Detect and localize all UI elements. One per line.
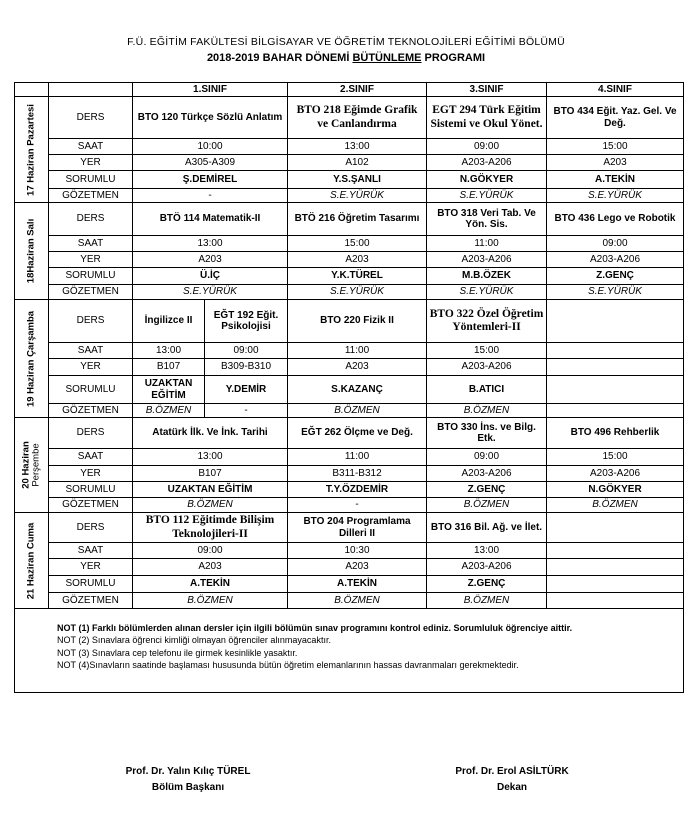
table-row <box>15 171 684 189</box>
proctor-cell: B.ÖZMEN <box>427 404 547 418</box>
col-header-2: 2.SINIF <box>288 83 427 97</box>
time-cell: 13:00 <box>133 449 288 466</box>
program-title: 2018-2019 BAHAR DÖNEMİ BÜTÜNLEME PROGRAMI <box>206 52 486 64</box>
proctor-cell: S.E.YÜRÜK <box>288 189 427 203</box>
table-row <box>15 236 684 252</box>
table-row <box>15 203 684 236</box>
day-label: 21 Haziran Cuma <box>15 513 49 609</box>
time-cell: 11:00 <box>427 236 547 252</box>
proctor-cell: - <box>133 189 288 203</box>
responsible-cell: M.B.ÖZEK <box>427 268 547 285</box>
proctor-cell: - <box>205 404 288 418</box>
time-cell: 15:00 <box>427 343 547 359</box>
room-cell: A203-A206 <box>427 466 547 482</box>
note-2: NOT (2) Sınavlara öğrenci kimliği olmayan öğrenciler alınmayacaktır. <box>57 635 331 646</box>
note-4: NOT (4)Sınavların saatinde başlaması hususunda bütün öğretim elemanlarının hassas davranmaları gerekmektedir. <box>57 660 519 671</box>
time-cell: 13:00 <box>133 236 288 252</box>
table-row <box>15 543 684 559</box>
column-header-row <box>15 83 684 97</box>
row-label-saat: SAAT <box>49 543 133 559</box>
table-row <box>15 498 684 513</box>
proctor-cell: S.E.YÜRÜK <box>427 189 547 203</box>
room-cell: A305-A309 <box>133 155 288 171</box>
table-row <box>15 268 684 285</box>
proctor-cell: B.ÖZMEN <box>133 498 288 513</box>
table-row <box>15 404 684 418</box>
responsible-cell: A.TEKİN <box>288 576 427 593</box>
room-cell: A102 <box>288 155 427 171</box>
course-cell: BTO 330 İns. ve Bilg. Etk. <box>427 418 547 449</box>
row-label-saat: SAAT <box>49 343 133 359</box>
responsible-cell: A.TEKİN <box>133 576 288 593</box>
time-cell: 09:00 <box>205 343 288 359</box>
proctor-cell: B.ÖZMEN <box>547 498 684 513</box>
row-label-sorumlu: SORUMLU <box>49 576 133 593</box>
table-row <box>15 139 684 155</box>
proctor-cell: S.E.YÜRÜK <box>427 285 547 300</box>
signature-name: Prof. Dr. Yalın Kılıç TÜREL <box>125 766 251 777</box>
time-cell: 09:00 <box>133 543 288 559</box>
notes-row <box>15 609 684 693</box>
course-cell: BTÖ 114 Matematik-II <box>133 203 288 236</box>
responsible-cell: S.KAZANÇ <box>288 376 427 404</box>
proctor-cell: S.E.YÜRÜK <box>547 189 684 203</box>
responsible-cell: T.Y.ÖZDEMİR <box>288 482 427 498</box>
signature-title: Bölüm Başkanı <box>151 782 225 793</box>
row-label-saat: SAAT <box>49 449 133 466</box>
row-label-gozetmen: GÖZETMEN <box>49 404 133 418</box>
room-cell: B107 <box>133 466 288 482</box>
proctor-cell: - <box>288 498 427 513</box>
row-label-sorumlu: SORUMLU <box>49 376 133 404</box>
room-cell: A203 <box>133 252 288 268</box>
course-cell: BTO 218 Eğimde Grafik ve Canlandırma <box>288 97 427 139</box>
room-cell: A203 <box>547 155 684 171</box>
col-header-3: 3.SINIF <box>427 83 547 97</box>
time-cell: 11:00 <box>288 449 427 466</box>
course-cell: EGT 294 Türk Eğitim Sistemi ve Okul Yönet. <box>427 97 547 139</box>
proctor-cell: S.E.YÜRÜK <box>288 285 427 300</box>
course-cell: İngilizce II <box>133 300 205 343</box>
responsible-cell <box>547 376 684 404</box>
table-row <box>15 359 684 376</box>
proctor-cell: B.ÖZMEN <box>427 593 547 609</box>
proctor-cell <box>547 404 684 418</box>
responsible-cell: Z.GENÇ <box>547 268 684 285</box>
table-row <box>15 466 684 482</box>
row-label-yer: YER <box>49 155 133 171</box>
responsible-cell: N.GÖKYER <box>547 482 684 498</box>
table-row <box>15 155 684 171</box>
responsible-cell: Y.S.ŞANLI <box>288 171 427 189</box>
day-label: 17 Haziran Pazartesi <box>15 97 49 203</box>
day-label: 20 Haziran Perşembe <box>15 418 49 513</box>
proctor-cell: B.ÖZMEN <box>133 593 288 609</box>
proctor-cell: S.E.YÜRÜK <box>133 285 288 300</box>
row-label-ders: DERS <box>49 97 133 139</box>
table-row <box>15 418 684 449</box>
row-label-ders: DERS <box>49 513 133 543</box>
table-row <box>15 189 684 203</box>
responsible-cell: B.ATICI <box>427 376 547 404</box>
table-row <box>15 559 684 576</box>
responsible-cell: Y.K.TÜREL <box>288 268 427 285</box>
time-cell: 15:00 <box>547 449 684 466</box>
table-row <box>15 449 684 466</box>
table-row <box>15 593 684 609</box>
col-header-4: 4.SINIF <box>547 83 684 97</box>
time-cell: 11:00 <box>288 343 427 359</box>
course-cell: EĞT 192 Eğit. Psikolojisi <box>205 300 288 343</box>
table-row <box>15 285 684 300</box>
room-cell: B311-B312 <box>288 466 427 482</box>
table-row <box>15 576 684 593</box>
responsible-cell: Ş.DEMİREL <box>133 171 288 189</box>
course-cell: Atatürk İlk. Ve İnk. Tarihi <box>133 418 288 449</box>
row-label-saat: SAAT <box>49 236 133 252</box>
course-cell: BTO 436 Lego ve Robotik <box>547 203 684 236</box>
table-row <box>15 252 684 268</box>
course-cell: BTO 434 Eğit. Yaz. Gel. Ve Değ. <box>547 97 684 139</box>
time-cell <box>547 343 684 359</box>
room-cell: B107 <box>133 359 205 376</box>
room-cell <box>547 359 684 376</box>
course-cell: BTO 496 Rehberlik <box>547 418 684 449</box>
course-cell <box>547 513 684 543</box>
time-cell <box>547 543 684 559</box>
course-cell <box>547 300 684 343</box>
time-cell: 10:30 <box>288 543 427 559</box>
row-label-gozetmen: GÖZETMEN <box>49 189 133 203</box>
course-cell: BTO 220 Fizik II <box>288 300 427 343</box>
responsible-cell: N.GÖKYER <box>427 171 547 189</box>
room-cell: B309-B310 <box>205 359 288 376</box>
time-cell: 15:00 <box>288 236 427 252</box>
row-label-yer: YER <box>49 252 133 268</box>
responsible-cell <box>547 576 684 593</box>
row-label-sorumlu: SORUMLU <box>49 482 133 498</box>
course-cell: BTO 316 Bil. Ağ. ve İlet. <box>427 513 547 543</box>
responsible-cell: UZAKTAN EĞİTİM <box>133 482 288 498</box>
course-cell: BTO 120 Türkçe Sözlü Anlatım <box>133 97 288 139</box>
signature-title: Dekan <box>496 782 527 793</box>
responsible-cell: Z.GENÇ <box>427 482 547 498</box>
room-cell: A203-A206 <box>547 252 684 268</box>
responsible-cell: A.TEKİN <box>547 171 684 189</box>
room-cell: A203 <box>288 359 427 376</box>
time-cell: 13:00 <box>427 543 547 559</box>
proctor-cell: S.E.YÜRÜK <box>547 285 684 300</box>
table-row <box>15 513 684 543</box>
room-cell: A203 <box>288 252 427 268</box>
row-label-gozetmen: GÖZETMEN <box>49 593 133 609</box>
exam-schedule-table <box>14 82 684 693</box>
time-cell: 10:00 <box>133 139 288 155</box>
row-label-yer: YER <box>49 359 133 376</box>
row-label-yer: YER <box>49 559 133 576</box>
room-cell: A203-A206 <box>427 359 547 376</box>
day-label: 19 Haziran Çarşamba <box>15 300 49 418</box>
table-row <box>15 300 684 343</box>
course-cell: EĞT 262 Ölçme ve Değ. <box>288 418 427 449</box>
room-cell: A203 <box>288 559 427 576</box>
col-header-1: 1.SINIF <box>133 83 288 97</box>
room-cell: A203-A206 <box>427 252 547 268</box>
row-label-ders: DERS <box>49 203 133 236</box>
row-label-sorumlu: SORUMLU <box>49 171 133 189</box>
signature-name: Prof. Dr. Erol ASİLTÜRK <box>455 766 569 777</box>
room-cell <box>547 559 684 576</box>
day-label: 18Haziran Salı <box>15 203 49 300</box>
time-cell: 09:00 <box>427 449 547 466</box>
room-cell: A203-A206 <box>547 466 684 482</box>
time-cell: 09:00 <box>427 139 547 155</box>
room-cell: A203 <box>133 559 288 576</box>
time-cell: 13:00 <box>288 139 427 155</box>
proctor-cell: B.ÖZMEN <box>288 404 427 418</box>
time-cell: 15:00 <box>547 139 684 155</box>
course-cell: BTO 322 Özel Öğretim Yöntemleri-II <box>427 300 547 343</box>
course-cell: BTO 318 Veri Tab. Ve Yön. Sis. <box>427 203 547 236</box>
room-cell: A203-A206 <box>427 155 547 171</box>
course-cell: BTO 204 Programlama Dilleri II <box>288 513 427 543</box>
note-3: NOT (3) Sınavlara cep telefonu ile girmek kesinlikle yasaktır. <box>57 647 298 658</box>
course-cell: BTO 112 Eğitimde Bilişim Teknolojileri-II <box>133 513 288 543</box>
table-row <box>15 376 684 404</box>
time-cell: 13:00 <box>133 343 205 359</box>
responsible-cell: UZAKTAN EĞİTİM <box>133 376 205 404</box>
table-row <box>15 97 684 139</box>
proctor-cell <box>547 593 684 609</box>
note-1: NOT (1) Farklı bölümlerden alınan dersler için ilgili bölümün sınav programını kontrol ediniz. Sorumluluk öğrenciye aittir. <box>57 623 573 633</box>
time-cell: 09:00 <box>547 236 684 252</box>
responsible-cell: Y.DEMİR <box>205 376 288 404</box>
responsible-cell: Ü.İÇ <box>133 268 288 285</box>
signature-dean <box>432 764 592 796</box>
table-row <box>15 482 684 498</box>
row-label-sorumlu: SORUMLU <box>49 268 133 285</box>
proctor-cell: B.ÖZMEN <box>427 498 547 513</box>
responsible-cell: Z.GENÇ <box>427 576 547 593</box>
proctor-cell: B.ÖZMEN <box>133 404 205 418</box>
proctor-cell: B.ÖZMEN <box>288 593 427 609</box>
signature-department-head <box>108 764 268 796</box>
row-label-yer: YER <box>49 466 133 482</box>
row-label-ders: DERS <box>49 300 133 343</box>
table-row <box>15 343 684 359</box>
row-label-saat: SAAT <box>49 139 133 155</box>
faculty-header: F.Ü. EĞİTİM FAKÜLTESİ BİLGİSAYAR VE ÖĞRETİM TEKNOLOJİLERİ EĞİTİMİ BÖLÜMÜ <box>127 36 565 48</box>
row-label-gozetmen: GÖZETMEN <box>49 285 133 300</box>
notes-cell <box>15 609 684 693</box>
course-cell: BTÖ 216 Öğretim Tasarımı <box>288 203 427 236</box>
room-cell: A203-A206 <box>427 559 547 576</box>
row-label-ders: DERS <box>49 418 133 449</box>
row-label-gozetmen: GÖZETMEN <box>49 498 133 513</box>
